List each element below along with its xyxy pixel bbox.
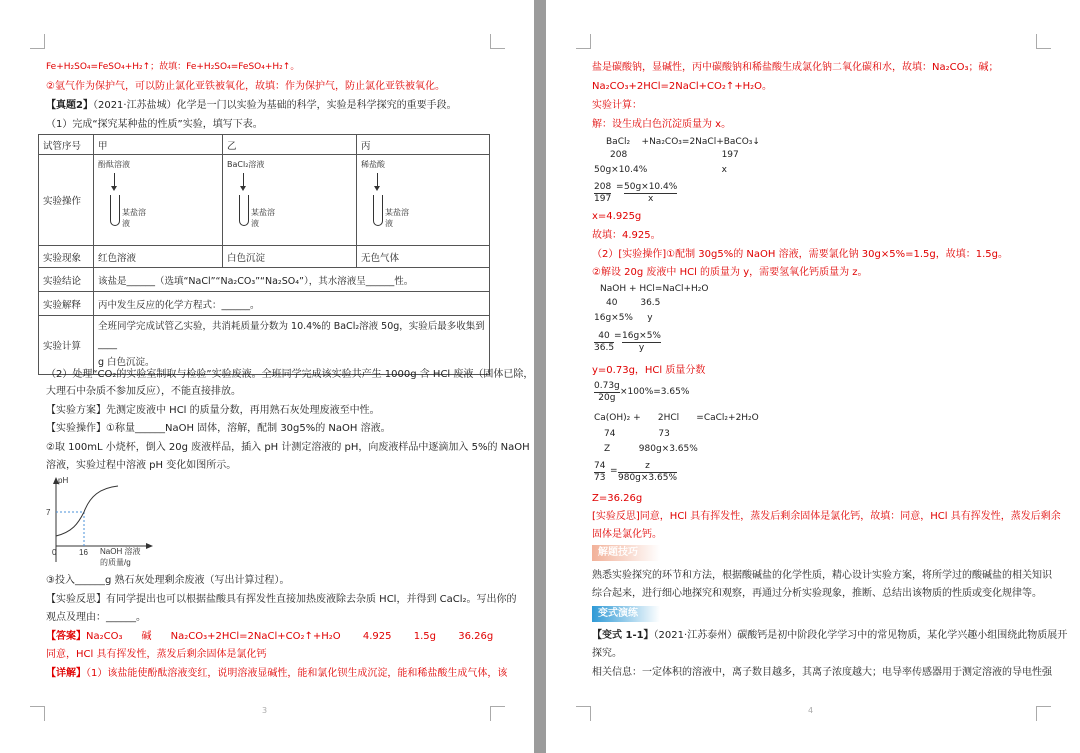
answer-line: 盐是碳酸钠，显碱性，丙中碳酸钠和稀盐酸生成氯化钠二氧化碳和水，故填：Na₂CO₃；碱； (592, 62, 999, 73)
question-part: （2）处理“CO₂的实验室制取与检验”实验废液。全班同学完成该实验共产生 1000g 含 HCl 废液（固体已除， (46, 369, 534, 380)
question-part: 观点及理由：______。 (46, 612, 146, 623)
equation: Ca(OH)₂ + 2HCl =CaCl₂+2H₂O (594, 413, 759, 423)
question-part: （1）完成“探究某种盐的性质”实验，填写下表。 (46, 119, 263, 130)
tick-label: 7 (46, 508, 51, 517)
salt-label: 某盐溶液 (122, 208, 146, 228)
answer-line: 同意，HCl 具有挥发性，蒸发后剩余固体是氯化钙 (46, 649, 267, 660)
section-tab-practice: 变式演练 (592, 606, 660, 622)
fraction-top: z (618, 461, 677, 473)
question-tag: 【真题2】 (46, 100, 93, 111)
fraction-bottom: x (647, 194, 654, 204)
x-axis-arrow (146, 543, 153, 549)
equals: = (616, 182, 624, 192)
crop-mark (30, 34, 45, 49)
crop-mark (576, 706, 591, 721)
crop-mark (1036, 706, 1051, 721)
table-cell: 红色溶液 (94, 246, 223, 268)
fraction-top: 74 (594, 461, 606, 471)
question-header (46, 99, 457, 112)
table-cell: 白色沉淀 (223, 246, 357, 268)
crop-mark (30, 706, 45, 721)
answer-line: ②解设 20g 废液中 HCl 的质量为 y，需要氢氧化钙质量为 z。 (592, 267, 868, 278)
row-label: 实验计算 (39, 316, 94, 375)
calc-text: 全班同学完成试管乙实验，共消耗质量分数为 10.4%的 BaCl₂溶液 50g，实验后最多收集到____ (98, 321, 485, 350)
answer-line (46, 630, 493, 643)
question-part: 【实验反思】有同学提出也可以根据盐酸具有挥发性直接加热废液除去杂质 HCl，并得到 CaCl₂。写出你的 (46, 594, 517, 605)
tick-label: 16 (79, 548, 88, 557)
y-axis-label: pH (58, 476, 69, 485)
percent-result: ×100%=3.65% (620, 387, 690, 397)
body-line: 相关信息：一定体积的溶液中，离子数目越多，其离子浓度越大；电导率传感器用于测定溶液的导电性强 (592, 667, 1052, 678)
answer-tag: 【答案】 (46, 631, 86, 642)
question-header (592, 629, 1067, 642)
equation: 74 73 (604, 429, 670, 439)
fraction (594, 461, 605, 484)
row-label: 实验现象 (39, 246, 94, 268)
question-part: 【实验方案】先测定废液中 HCl 的质量分数，再用熟石灰处理废液至中性。 (46, 405, 380, 416)
question-part: ③投入______g 熟石灰处理剩余废液（写出计算过程）。 (46, 575, 290, 586)
reagent-label: BaCl₂溶液 (227, 160, 265, 169)
table-cell: 丙中发生反应的化学方程式：______。 (94, 292, 490, 316)
answer-line: Z=36.26g (592, 493, 643, 504)
drop-arrow (243, 173, 244, 187)
question-part: 溶液，实验过程中溶液 pH 变化如图所示。 (46, 460, 237, 471)
answer-line: [实验反思]同意，HCl 具有挥发性，蒸发后剩余固体是氯化钙，故填：同意，HCl 具有挥发性，蒸发后剩余 (592, 511, 1061, 522)
equation: Z 980g×3.65% (604, 444, 698, 454)
tube-illustration (223, 155, 357, 246)
table-header: 甲 (94, 135, 223, 155)
row-label: 实验结论 (39, 268, 94, 292)
fraction-bottom: 36.5 (594, 343, 615, 353)
x-axis-label: NaOH 溶液 (100, 547, 141, 556)
answer-line: （2）[实验操作]①配制 30g5%的 NaOH 溶液，需要氯化钠 30g×5%=1.5g，故填：1.5g。 (592, 249, 1008, 260)
ph-curve (56, 486, 118, 536)
answer-line: y=0.73g，HCl 质量分数 (592, 365, 706, 376)
row-label: 实验解释 (39, 292, 94, 316)
body-line: 探究。 (592, 648, 622, 659)
table-cell (94, 316, 490, 375)
fraction (624, 182, 677, 205)
crop-mark (1036, 34, 1051, 49)
fraction-bottom: 197 (594, 194, 612, 204)
ph-graph (40, 474, 170, 569)
equals: = (610, 466, 618, 476)
fraction-top: 50g×10.4% (624, 182, 678, 192)
document-page-4 (546, 0, 1080, 753)
fraction (594, 381, 620, 404)
question-tag: 【变式 1-1】 (592, 630, 654, 641)
test-tube (239, 195, 249, 226)
test-tube (373, 195, 383, 226)
table-header: 乙 (223, 135, 357, 155)
drop-arrow (111, 186, 117, 191)
tube-illustration (357, 155, 490, 246)
equation: BaCl₂ +Na₂CO₃=2NaCl+BaCO₃↓ (606, 137, 760, 147)
fraction-bottom: y (638, 343, 645, 353)
equation: NaOH + HCl=NaCl+H₂O (600, 284, 709, 294)
crop-mark (576, 34, 591, 49)
question-text: （2021·江苏泰州）碳酸钙是初中阶段化学学习中的常见物质，某化学兴趣小组围绕此物质展开 (653, 630, 1068, 641)
reagent-label: 酚酞溶液 (98, 160, 130, 169)
equation: 40 36.5 (606, 298, 661, 308)
question-part: ②取 100mL 小烧杯，倒入 20g 废液样品，插入 pH 计测定溶液的 pH，向废液样品中逐滴加入 5%的 NaOH (46, 442, 530, 453)
answer-line: 实验计算： (592, 100, 642, 111)
equation: 16g×5% y (594, 313, 653, 323)
page-number: 3 (262, 706, 268, 715)
fraction-bottom: 20g (598, 393, 616, 403)
detail-text: （1）该盐能使酚酞溶液变红，说明溶液显碱性，能和氯化钡生成沉淀，能和稀盐酸生成气体，该 (86, 668, 508, 679)
question-part: 大理石中杂质不参加反应），不能直接排放。 (46, 386, 241, 397)
fraction-top: 16g×5% (622, 331, 661, 341)
fraction-top: 208 (594, 182, 612, 192)
body-line: 熟悉实验探究的环节和方法，根据酸碱盐的化学性质，精心设计实验方案，将所学过的酸碱盐的相关知识 (592, 570, 1052, 581)
table-cell: 该盐是______（选填“NaCl”“Na₂CO₃”“Na₂SO₄”），其水溶液呈______性。 (94, 268, 490, 292)
calc-text: g 白色沉淀。 (98, 357, 155, 368)
tick-label: 0 (52, 548, 57, 557)
fraction-top: 0.73g (594, 381, 620, 391)
drop-arrow (377, 173, 378, 187)
table-cell: 无色气体 (357, 246, 490, 268)
x-axis-label: 的质量/g (100, 558, 131, 567)
answer-text: Na₂CO₃ 碱 Na₂CO₃+2HCl=2NaCl+CO₂↑+H₂O 4.925 1.5g 36.26g (86, 631, 494, 642)
answer-line: Fe+H₂SO₄=FeSO₄+H₂↑；故填：Fe+H₂SO₄=FeSO₄+H₂↑。 (46, 62, 300, 72)
drop-arrow (114, 173, 115, 187)
drop-arrow (374, 186, 380, 191)
crop-mark (490, 706, 505, 721)
fraction-top: 40 (594, 331, 614, 343)
fraction (594, 182, 611, 205)
equation: 50g×10.4% x (594, 165, 728, 175)
reagent-label: 稀盐酸 (361, 160, 385, 169)
fraction-bottom: 980g×3.65% (618, 473, 678, 483)
answer-line: ②氩气作为保护气，可以防止氯化亚铁被氧化，故填：作为保护气，防止氯化亚铁被氧化。 (46, 81, 445, 92)
fraction-bottom: 73 (594, 473, 606, 483)
document-page-3 (0, 0, 534, 753)
question-text: （2021·江苏盐城）化学是一门以实验为基础的科学，实验是科学探究的重要手段。 (92, 100, 457, 111)
equation: 208 197 (610, 150, 739, 160)
salt-label: 某盐溶液 (251, 208, 275, 228)
table-header: 试管序号 (39, 135, 94, 155)
answer-line: 固体是氯化钙。 (592, 529, 662, 540)
fraction (618, 461, 677, 484)
experiment-table (38, 134, 490, 375)
section-tab-tips: 解题技巧 (592, 545, 660, 561)
equals: = (614, 331, 622, 341)
answer-line: Na₂CO₃+2HCl=2NaCl+CO₂↑+H₂O。 (592, 81, 773, 92)
question-part: 【实验操作】①称量______NaOH 固体，溶解，配制 30g5%的 NaOH 溶液。 (46, 423, 391, 434)
detail-line (46, 667, 507, 680)
salt-label: 某盐溶液 (385, 208, 409, 228)
crop-mark (490, 34, 505, 49)
tube-illustration (94, 155, 223, 246)
detail-tag: 【详解】 (46, 668, 86, 679)
answer-line: 解：设生成白色沉淀质量为 x。 (592, 119, 732, 130)
fraction (594, 331, 614, 354)
answer-line: 故填：4.925。 (592, 230, 661, 241)
table-header: 丙 (357, 135, 490, 155)
answer-line: x=4.925g (592, 211, 642, 222)
page-number: 4 (808, 706, 814, 715)
row-label: 实验操作 (39, 155, 94, 246)
body-line: 综合起来，进行细心地探究和观察，再通过分析实验现象，推断、总结出该物质的性质或变化规律等。 (592, 588, 1042, 599)
fraction (622, 331, 661, 354)
drop-arrow (240, 186, 246, 191)
test-tube (110, 195, 120, 226)
